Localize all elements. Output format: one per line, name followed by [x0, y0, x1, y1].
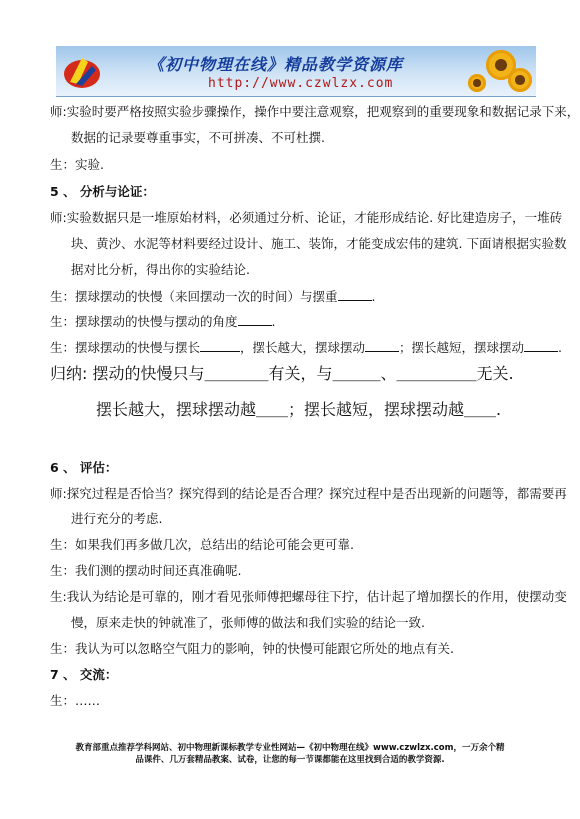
- blank: [238, 313, 272, 326]
- teacher-line-cont: 数据的记录要尊重事实，不可拼凑、不可杜撰.: [71, 130, 325, 145]
- sunflower-icon: [508, 68, 532, 92]
- student-line: 生：我认为可以忽略空气阻力的影响，钟的快慢可能跟它所处的地点有关.: [50, 641, 454, 656]
- blank: [338, 288, 372, 301]
- student-line: 生：如果我们再多做几次，总结出的结论可能会更可靠.: [50, 537, 354, 552]
- banner-url[interactable]: http://www.czwlzx.com: [208, 76, 394, 91]
- student-line: 生:我认为结论是可靠的，刚才看见张师傅把螺母往下拧，估计起了增加摆长的作用，使摆动变: [50, 589, 567, 604]
- text: .: [371, 289, 376, 304]
- blank: [200, 339, 240, 352]
- teacher-line-cont: 据对比分析，得出你的实验结论.: [71, 262, 250, 277]
- text: 生：摆球摆动的快慢与摆长: [50, 340, 201, 355]
- banner-title: 《初中物理在线》精品教学资源库: [148, 55, 404, 74]
- blank: [524, 339, 558, 352]
- header-banner: [56, 46, 536, 97]
- blank: [365, 339, 399, 352]
- student-line-fill-blank: [50, 288, 376, 305]
- text: 生：摆球摆动的快慢与摆动的角度: [50, 314, 238, 329]
- teacher-line: 师:实验数据只是一堆原始材料，必须通过分析、论证，才能形成结论. 好比建造房子，一堆砖: [50, 210, 563, 225]
- text: ；摆长越短，摆球摆动: [399, 340, 525, 355]
- student-line-cont: 慢，原来走快的钟就准了，张师傅的做法和我们实验的结论一致.: [71, 615, 425, 630]
- teacher-line: 师:探究过程是否恰当？探究得到的结论是否合理？探究过程中是否出现新的问题等，都需要再: [50, 486, 567, 501]
- sunflower-icon: [468, 74, 486, 92]
- text: .: [558, 340, 563, 355]
- text: .: [271, 314, 276, 329]
- student-line: 生：……: [50, 693, 101, 708]
- teacher-line-cont: 进行充分的考虑.: [71, 511, 163, 526]
- summary-line: 归纳: 摆动的快慢只与＿＿＿＿有关，与＿＿＿、＿＿＿＿＿无关.: [50, 364, 514, 383]
- summary-line: 摆长越大，摆球摆动越＿＿；摆长越短，摆球摆动越＿＿.: [96, 400, 502, 419]
- section-heading-5: 5 、 分析与论证：: [50, 184, 155, 199]
- student-line: 生：实验.: [50, 157, 104, 172]
- section-heading-7: 7 、 交流：: [50, 667, 118, 682]
- student-line: 生：我们测的摆动时间还真准确呢.: [50, 563, 242, 578]
- teacher-line: 师:实验时要严格按照实验步骤操作，操作中要注意观察，把观察到的重要现象和数据记录下来，: [50, 104, 580, 119]
- footer-line: 教育部重点推荐学科网站、初中物理新课标教学专业性网站—《初中物理在线》www.czwlzx.com，一万余个精: [75, 743, 505, 753]
- student-line-fill-blank: [50, 313, 276, 330]
- section-heading-6: 6 、 评估：: [50, 460, 118, 475]
- text: 生：摆球摆动的快慢（来回摆动一次的时间）与摆重: [50, 289, 338, 304]
- text: ，摆长越大，摆球摆动: [240, 340, 366, 355]
- site-logo-icon: [62, 52, 102, 92]
- teacher-line-cont: 块、黄沙、水泥等材料要经过设计、施工、装饰，才能变成宏伟的建筑. 下面请根据实验数: [71, 236, 567, 251]
- footer-line: 品课件、几万套精品教案、试卷，让您的每一节课都能在这里找到合适的教学资源.: [135, 755, 445, 765]
- student-line-fill-blank: [50, 339, 562, 356]
